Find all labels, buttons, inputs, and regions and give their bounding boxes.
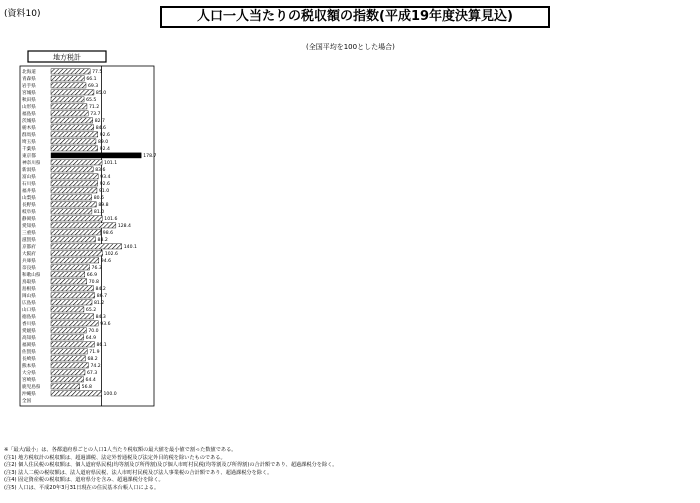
prefecture-label: 福島県 xyxy=(22,112,36,117)
bar xyxy=(51,230,101,235)
prefecture-label: 群馬県 xyxy=(22,133,36,138)
bar xyxy=(51,244,122,249)
chart-subtitle: (全国平均を100とした場合) xyxy=(306,43,395,51)
value-label: 70.0 xyxy=(88,329,99,334)
prefecture-label: 鳥取県 xyxy=(22,280,36,285)
prefecture-label: 東京都 xyxy=(22,154,36,159)
bar xyxy=(51,377,84,382)
bar xyxy=(51,293,95,298)
value-label: 70.8 xyxy=(88,280,99,285)
bar xyxy=(51,251,103,256)
bar xyxy=(51,237,96,242)
prefecture-label: 茨城県 xyxy=(22,119,36,124)
bar xyxy=(51,265,90,270)
bar xyxy=(51,342,94,347)
prefecture-label: 栃木県 xyxy=(22,126,36,131)
value-label: 85.0 xyxy=(95,91,107,96)
prefecture-label: 富山県 xyxy=(22,175,36,180)
bar xyxy=(51,97,84,102)
prefecture-label: 石川県 xyxy=(22,182,36,187)
bar xyxy=(51,216,102,221)
bar xyxy=(51,132,98,137)
value-label: 74.2 xyxy=(90,364,101,369)
value-label: 76.3 xyxy=(91,266,102,271)
bar xyxy=(51,279,87,284)
chart-frame xyxy=(20,66,157,406)
bar xyxy=(51,349,87,354)
prefecture-label: 宮城県 xyxy=(22,91,36,96)
bar xyxy=(51,314,94,319)
prefecture-label: 秋田県 xyxy=(22,98,36,103)
value-label: 64.4 xyxy=(85,378,96,383)
value-label: 66.1 xyxy=(86,77,97,82)
page-title: 人口一人当たりの税収額の指数(平成19年度決算見込) xyxy=(160,6,550,28)
value-label: 84.3 xyxy=(95,315,106,320)
prefecture-label: 島根県 xyxy=(22,287,36,292)
footnote: (注1) 地方税収計の税収額は、超過課税、法定外普通税及び法定外目的税を除いたものである。 xyxy=(4,454,226,461)
value-label: 86.1 xyxy=(96,343,107,348)
prefecture-label: 岡山県 xyxy=(22,294,36,299)
prefecture-label: 神奈川県 xyxy=(22,161,41,166)
value-label: 81.0 xyxy=(93,210,105,215)
value-label: 92.6 xyxy=(99,182,110,187)
prefecture-label: 山形県 xyxy=(22,105,36,110)
footnote: (注4) 固定資産税の税収額は、道府県分を含み、超過課税分を除く。 xyxy=(4,477,164,484)
value-label: 82.7 xyxy=(94,119,105,124)
value-label: 101.6 xyxy=(104,217,118,222)
prefecture-label: 青森県 xyxy=(22,77,36,82)
value-label: 94.6 xyxy=(100,259,112,264)
footnote: (注5) 人口は、平成20年3月31日現在の住民基本台帳人口による。 xyxy=(4,484,160,491)
bar xyxy=(51,69,90,74)
bar xyxy=(51,76,84,81)
prefecture-label: 愛知県 xyxy=(22,224,36,229)
bar xyxy=(51,335,84,340)
prefecture-label: 兵庫県 xyxy=(22,259,36,264)
bar xyxy=(51,300,92,305)
value-label: 68.2 xyxy=(87,357,98,362)
value-label: 98.6 xyxy=(102,231,114,236)
value-label: 69.3 xyxy=(87,84,99,89)
bar xyxy=(51,111,88,116)
prefecture-label: 三重県 xyxy=(22,231,36,236)
prefecture-label: 和歌山県 xyxy=(22,273,41,278)
value-label: 73.7 xyxy=(90,112,101,117)
value-label: 86.7 xyxy=(96,294,108,299)
value-label: 81.2 xyxy=(94,301,105,306)
bar xyxy=(51,195,92,200)
prefecture-label: 滋賀県 xyxy=(22,238,36,243)
prefecture-label: 大分県 xyxy=(22,371,36,376)
footnotes xyxy=(4,447,434,493)
value-label: 101.1 xyxy=(104,161,118,166)
value-label: 92.4 xyxy=(99,147,110,152)
prefecture-label: 宮崎県 xyxy=(22,378,36,383)
value-label: 65.5 xyxy=(86,98,97,103)
prefecture-label: 高知県 xyxy=(22,336,36,341)
value-label: 93.4 xyxy=(100,175,111,180)
prefecture-label: 北海道 xyxy=(22,70,36,75)
prefecture-label: 鹿児島県 xyxy=(22,385,41,390)
bar xyxy=(51,370,85,375)
value-label: 89.8 xyxy=(98,203,109,208)
value-label: 84.2 xyxy=(95,287,106,292)
prefecture-label: 福岡県 xyxy=(22,343,36,348)
bar xyxy=(51,328,86,333)
document-label: (資料10) xyxy=(4,9,41,19)
value-label: 83.6 xyxy=(95,168,106,173)
prefecture-label: 熊本県 xyxy=(22,364,36,369)
value-label: 67.3 xyxy=(86,371,98,376)
value-label: 91.0 xyxy=(98,189,110,194)
prefecture-label: 福井県 xyxy=(22,189,36,194)
bar xyxy=(51,258,99,263)
bar xyxy=(51,160,102,165)
prefecture-label: 新潟県 xyxy=(22,168,36,173)
value-label: 84.6 xyxy=(95,126,106,131)
bar xyxy=(51,167,93,172)
footnote: (注2) 個人住民税の税収額は、個人道府県民税(均等割及び所得割)及び個人市町村民税(均等割及び所得割)の合計額であり、超過課税分を除く。 xyxy=(4,462,338,469)
value-label: 56.8 xyxy=(81,385,92,390)
value-label: 89.0 xyxy=(97,140,109,145)
bar xyxy=(51,384,80,389)
bar xyxy=(51,272,85,277)
prefecture-label: 徳島県 xyxy=(22,315,36,320)
bar xyxy=(51,90,94,95)
value-label: 65.2 xyxy=(85,308,97,313)
prefecture-label: 香川県 xyxy=(22,322,36,327)
value-label: 66.9 xyxy=(86,273,98,278)
prefecture-label: 長野県 xyxy=(22,203,36,208)
prefecture-label: 愛媛県 xyxy=(22,329,36,334)
prefecture-label: 佐賀県 xyxy=(22,350,36,355)
bar xyxy=(51,104,87,109)
prefecture-label: 静岡県 xyxy=(22,217,36,222)
bar xyxy=(51,223,116,228)
prefecture-label: 京都府 xyxy=(22,245,36,250)
prefecture-label: 沖縄県 xyxy=(22,392,36,397)
value-label: 93.6 xyxy=(100,322,111,327)
bar xyxy=(51,181,98,186)
value-label: 64.9 xyxy=(85,336,97,341)
prefecture-label: 広島県 xyxy=(22,301,36,306)
bar xyxy=(51,363,88,368)
footnote: ※「最大/最小」は、各都道府県ごとの人口1人当たり税収額の最大値を最小値で割った数値である。 xyxy=(4,447,237,453)
bar xyxy=(51,356,85,361)
prefecture-label: 岩手県 xyxy=(22,84,36,89)
value-label: 128.4 xyxy=(117,224,131,229)
prefecture-label: 山口県 xyxy=(22,308,36,313)
bar xyxy=(51,209,92,214)
prefecture-label: 全国 xyxy=(22,399,32,404)
value-label: 71.9 xyxy=(89,350,100,355)
bar-tokyo xyxy=(51,153,141,158)
value-label: 100.0 xyxy=(103,392,117,397)
bar xyxy=(51,146,98,151)
bar xyxy=(51,286,94,291)
footnote: (注3) 法人二税の税収額は、法人道府県民税、法人市町村民税及び法人事業税の合計額であり、超過課税分を除く。 xyxy=(4,469,273,476)
bar xyxy=(51,83,86,88)
prefecture-label: 長崎県 xyxy=(22,357,36,362)
bar xyxy=(51,139,96,144)
bar xyxy=(51,321,98,326)
prefecture-label: 山梨県 xyxy=(22,196,36,201)
chart-title: 地方税計 xyxy=(53,53,81,62)
prefecture-label: 岐阜県 xyxy=(22,210,36,215)
value-label: 88.2 xyxy=(97,238,108,243)
value-label: 102.6 xyxy=(104,252,118,257)
bar xyxy=(51,307,84,312)
value-label: 77.5 xyxy=(92,70,103,75)
bar xyxy=(51,391,102,396)
prefecture-label: 大阪府 xyxy=(22,252,36,257)
bar xyxy=(51,202,96,207)
value-label: 71.2 xyxy=(88,105,100,110)
value-label: 140.1 xyxy=(123,245,137,250)
value-label: 80.6 xyxy=(93,196,104,201)
prefecture-label: 千葉県 xyxy=(22,147,36,152)
value-label: 92.6 xyxy=(99,133,110,138)
prefecture-label: 奈良県 xyxy=(22,266,36,271)
bar xyxy=(51,174,98,179)
bar xyxy=(51,188,97,193)
prefecture-label: 埼玉県 xyxy=(22,140,36,145)
value-label: 178.7 xyxy=(143,154,157,159)
bar xyxy=(51,118,93,123)
bar xyxy=(51,125,94,130)
